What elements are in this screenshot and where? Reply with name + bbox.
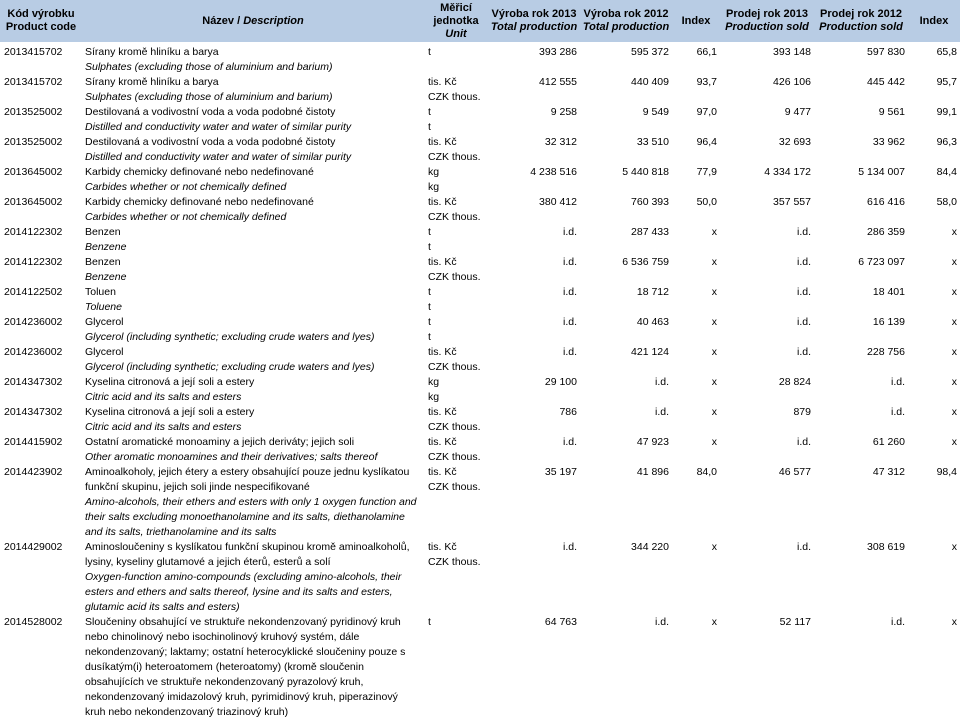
sold-2013: i.d. — [796, 226, 811, 238]
product-description — [82, 405, 424, 435]
unit — [424, 165, 488, 195]
product-code: 2013415702 — [4, 46, 63, 58]
unit-en: CZK thous. — [428, 211, 481, 223]
unit-cz: tis. Kč — [428, 346, 457, 358]
unit-cz: tis. Kč — [428, 406, 457, 418]
description-en: Carbides whether or not chemically defined — [85, 181, 287, 193]
sold-2012: 597 830 — [867, 46, 905, 58]
unit — [424, 375, 488, 405]
production-2013: 29 100 — [544, 376, 577, 388]
product-description — [82, 225, 424, 255]
description-cz: Glycerol — [85, 346, 124, 358]
product-description — [82, 435, 424, 465]
header-index-sold: Index — [908, 0, 960, 42]
production-2012: 40 463 — [636, 316, 669, 328]
unit-cz: kg — [428, 166, 440, 178]
index-sold: x — [951, 541, 957, 553]
sold-2012: i.d. — [890, 616, 905, 628]
unit — [424, 435, 488, 465]
table-row — [0, 75, 960, 105]
unit — [424, 135, 488, 165]
production-2012: i.d. — [654, 406, 669, 418]
description-cz: Kyselina citronová a její soli a estery — [85, 376, 255, 388]
description-cz: Sírany kromě hliníku a barya — [85, 46, 219, 58]
production-2012: 760 393 — [631, 196, 669, 208]
product-description — [82, 135, 424, 165]
index-sold: 99,1 — [936, 106, 957, 118]
index-production: 77,9 — [696, 166, 717, 178]
sold-2013: 4 334 172 — [764, 166, 811, 178]
sold-2012: 47 312 — [872, 466, 905, 478]
production-2012: 47 923 — [636, 436, 669, 448]
sold-2012: i.d. — [890, 376, 905, 388]
header-production-2012: Výroba rok 2012 Total production — [580, 0, 672, 42]
product-description — [82, 345, 424, 375]
table-row — [0, 105, 960, 135]
production-2013: 412 555 — [539, 76, 577, 88]
index-sold: x — [951, 376, 957, 388]
production-2012: 421 124 — [631, 346, 669, 358]
product-description — [82, 375, 424, 405]
index-production: x — [711, 376, 717, 388]
index-sold: x — [951, 406, 957, 418]
index-production: x — [711, 256, 717, 268]
unit — [424, 285, 488, 315]
unit-cz: t — [428, 226, 431, 238]
table-row — [0, 135, 960, 165]
description-cz: Toluen — [85, 286, 116, 298]
sold-2013: 879 — [793, 406, 811, 418]
production-2013: 35 197 — [544, 466, 577, 478]
unit-cz: tis. Kč — [428, 541, 457, 553]
unit — [424, 75, 488, 105]
index-sold: x — [951, 256, 957, 268]
production-2013: 393 286 — [539, 46, 577, 58]
sold-2012: 228 756 — [867, 346, 905, 358]
production-2013: i.d. — [562, 346, 577, 358]
unit-en: CZK thous. — [428, 451, 481, 463]
index-sold: x — [951, 436, 957, 448]
product-code: 2014423902 — [4, 466, 63, 478]
table-row — [0, 285, 960, 315]
table-row — [0, 540, 960, 615]
unit-en: CZK thous. — [428, 556, 481, 568]
production-2013: i.d. — [562, 256, 577, 268]
index-sold: 65,8 — [936, 46, 957, 58]
product-code: 2014528002 — [4, 616, 63, 628]
sold-2012: 33 962 — [872, 136, 905, 148]
sold-2012: 18 401 — [872, 286, 905, 298]
unit-cz: t — [428, 106, 431, 118]
table-row — [0, 615, 960, 720]
description-cz: Sírany kromě hliníku a barya — [85, 76, 219, 88]
product-description — [82, 465, 424, 540]
sold-2013: 393 148 — [773, 46, 811, 58]
production-2012: i.d. — [654, 616, 669, 628]
table-header — [0, 0, 960, 42]
unit — [424, 345, 488, 375]
sold-2012: 9 561 — [878, 106, 905, 118]
unit-cz: tis. Kč — [428, 76, 457, 88]
index-production: 66,1 — [696, 46, 717, 58]
description-en: Distilled and conductivity water and water of similar purity — [85, 121, 352, 133]
index-sold: x — [951, 316, 957, 328]
index-production: 97,0 — [696, 106, 717, 118]
table-row — [0, 255, 960, 285]
index-production: x — [711, 346, 717, 358]
description-en: Amino-alcohols, their ethers and esters with only 1 oxygen function and their salts excluding monoethanolamine and its salts, diethanolamine and its salts, triethanolamine and its salts — [85, 496, 417, 538]
product-code: 2013645002 — [4, 196, 63, 208]
sold-2012: 6 723 097 — [858, 256, 905, 268]
unit — [424, 315, 488, 345]
sold-2012: 5 134 007 — [858, 166, 905, 178]
description-en: Citric acid and its salts and esters — [85, 421, 242, 433]
header-index-production: Index — [672, 0, 720, 42]
description-en: Distilled and conductivity water and water of similar purity — [85, 151, 352, 163]
header-unit: Měřicí jednotka Unit — [424, 0, 488, 42]
index-sold: 84,4 — [936, 166, 957, 178]
description-en: Glycerol (including synthetic; excluding crude waters and lyes) — [85, 331, 375, 343]
production-2012: 9 549 — [642, 106, 669, 118]
sold-2012: 308 619 — [867, 541, 905, 553]
table-row — [0, 375, 960, 405]
description-en: Citric acid and its salts and esters — [85, 391, 242, 403]
sold-2013: 52 117 — [779, 616, 811, 628]
production-2013: 32 312 — [544, 136, 577, 148]
product-description — [82, 285, 424, 315]
index-sold: x — [951, 286, 957, 298]
description-cz: Benzen — [85, 226, 121, 238]
description-en: Benzene — [85, 241, 127, 253]
product-description — [82, 165, 424, 195]
sold-2013: 46 577 — [778, 466, 811, 478]
product-code: 2014347302 — [4, 406, 63, 418]
unit-en: t — [428, 301, 431, 313]
sold-2013: i.d. — [796, 286, 811, 298]
description-cz: Aminosloučeniny s kyslíkatou funkční skupinou kromě aminoalkoholů, lysiny, kyseliny glutamové a jejich éterů, esterů a solí — [85, 541, 410, 568]
unit-en: kg — [428, 391, 440, 403]
description-en: Benzene — [85, 271, 127, 283]
table-row — [0, 165, 960, 195]
production-2012: 595 372 — [631, 46, 669, 58]
table-row — [0, 345, 960, 375]
table-row — [0, 42, 960, 75]
product-code: 2013525002 — [4, 136, 63, 148]
table-row — [0, 225, 960, 255]
product-code: 2014122302 — [4, 226, 63, 238]
sold-2013: i.d. — [796, 256, 811, 268]
index-production: x — [711, 406, 717, 418]
product-code: 2014236002 — [4, 346, 63, 358]
product-code: 2014429002 — [4, 541, 63, 553]
unit — [424, 405, 488, 435]
unit-cz: t — [428, 316, 431, 328]
production-2013: 4 238 516 — [530, 166, 577, 178]
sold-2012: i.d. — [890, 406, 905, 418]
sold-2013: 9 477 — [784, 106, 811, 118]
unit-cz: tis. Kč — [428, 436, 457, 448]
product-code: 2014122302 — [4, 256, 63, 268]
index-sold: 98,4 — [936, 466, 957, 478]
description-en: Carbides whether or not chemically defined — [85, 211, 287, 223]
header-sold-2013: Prodej rok 2013 Production sold — [720, 0, 814, 42]
unit-en: CZK thous. — [428, 91, 481, 103]
unit-en: kg — [428, 181, 440, 193]
description-cz: Destilovaná a vodivostní voda a voda podobné čistoty — [85, 136, 336, 148]
product-code: 2014347302 — [4, 376, 63, 388]
sold-2013: i.d. — [796, 346, 811, 358]
product-code: 2013525002 — [4, 106, 63, 118]
unit — [424, 42, 488, 75]
table-row — [0, 195, 960, 225]
unit-cz: tis. Kč — [428, 136, 457, 148]
description-cz: Destilovaná a vodivostní voda a voda podobné čistoty — [85, 106, 336, 118]
header-product-code: Kód výrobku Product code — [0, 0, 82, 42]
header-description: Název / Description — [82, 0, 424, 42]
description-en: Toluene — [85, 301, 122, 313]
production-2012: 287 433 — [631, 226, 669, 238]
unit-en: CZK thous. — [428, 151, 481, 163]
production-2013: i.d. — [562, 316, 577, 328]
description-cz: Glycerol — [85, 316, 124, 328]
sold-2012: 286 359 — [867, 226, 905, 238]
index-production: x — [711, 316, 717, 328]
sold-2013: 28 824 — [778, 376, 811, 388]
header-production-2013: Výroba rok 2013 Total production — [488, 0, 580, 42]
sold-2012: 61 260 — [872, 436, 905, 448]
table-row — [0, 315, 960, 345]
header-sold-2012: Prodej rok 2012 Production sold — [814, 0, 908, 42]
product-code: 2013645002 — [4, 166, 63, 178]
production-2012: 344 220 — [631, 541, 669, 553]
index-sold: x — [951, 226, 957, 238]
production-2012: 33 510 — [636, 136, 669, 148]
index-sold: 96,3 — [936, 136, 957, 148]
unit-cz: tis. Kč — [428, 466, 457, 478]
table-body — [0, 42, 960, 720]
unit-cz: tis. Kč — [428, 196, 457, 208]
index-sold: x — [951, 346, 957, 358]
index-production: 50,0 — [696, 196, 717, 208]
unit-en: CZK thous. — [428, 421, 481, 433]
description-en: Other aromatic monoamines and their derivatives; salts thereof — [85, 451, 378, 463]
product-code: 2014415902 — [4, 436, 63, 448]
table-row — [0, 465, 960, 540]
product-description — [82, 105, 424, 135]
sold-2012: 616 416 — [867, 196, 905, 208]
unit-cz: tis. Kč — [428, 256, 457, 268]
production-2012: 18 712 — [636, 286, 669, 298]
unit — [424, 615, 488, 720]
product-code: 2013415702 — [4, 76, 63, 88]
production-2013: i.d. — [562, 226, 577, 238]
product-description — [82, 315, 424, 345]
index-production: x — [711, 436, 717, 448]
production-2012: 440 409 — [631, 76, 669, 88]
unit — [424, 465, 488, 540]
index-production: x — [711, 616, 717, 628]
unit-en: t — [428, 241, 431, 253]
unit-en: CZK thous. — [428, 481, 481, 493]
description-cz: Benzen — [85, 256, 121, 268]
unit — [424, 540, 488, 615]
description-cz: Ostatní aromatické monoaminy a jejich deriváty; jejich soli — [85, 436, 355, 448]
unit-cz: kg — [428, 376, 440, 388]
production-2012: i.d. — [654, 376, 669, 388]
description-en: Glycerol (including synthetic; excluding crude waters and lyes) — [85, 361, 375, 373]
unit-cz: t — [428, 286, 431, 298]
sold-2012: 445 442 — [867, 76, 905, 88]
sold-2013: 426 106 — [773, 76, 811, 88]
index-sold: 95,7 — [936, 76, 957, 88]
sold-2013: 32 693 — [778, 136, 811, 148]
production-2012: 6 536 759 — [622, 256, 669, 268]
index-production: x — [711, 286, 717, 298]
production-2013: i.d. — [562, 436, 577, 448]
unit-en: CZK thous. — [428, 361, 481, 373]
production-2013: i.d. — [562, 286, 577, 298]
table-row — [0, 405, 960, 435]
index-production: 93,7 — [696, 76, 717, 88]
description-cz: Kyselina citronová a její soli a estery — [85, 406, 255, 418]
index-production: 84,0 — [696, 466, 717, 478]
index-production: x — [711, 541, 717, 553]
index-production: x — [711, 226, 717, 238]
unit-en: t — [428, 331, 431, 343]
production-2012: 5 440 818 — [622, 166, 669, 178]
description-en: Sulphates (excluding those of aluminium and barium) — [85, 91, 333, 103]
unit-en: t — [428, 121, 431, 133]
index-sold: x — [951, 616, 957, 628]
product-description — [82, 75, 424, 105]
production-2013: 64 763 — [544, 616, 577, 628]
unit-cz: t — [428, 46, 431, 58]
index-sold: 58,0 — [936, 196, 957, 208]
production-2013: 9 258 — [550, 106, 577, 118]
description-cz: Karbidy chemicky definované nebo nedefinované — [85, 166, 314, 178]
description-en: Sulphates (excluding those of aluminium and barium) — [85, 61, 333, 73]
product-description — [82, 195, 424, 225]
production-2013: i.d. — [562, 541, 577, 553]
unit — [424, 225, 488, 255]
unit-cz: t — [428, 616, 431, 628]
unit — [424, 105, 488, 135]
sold-2013: i.d. — [796, 316, 811, 328]
unit — [424, 195, 488, 225]
product-code: 2014122502 — [4, 286, 63, 298]
unit — [424, 255, 488, 285]
product-description — [82, 615, 424, 720]
description-cz: Sloučeniny obsahující ve struktuře nekondenzovaný pyridinový kruh nebo chinolinový nebo isochinolinový kruhový systém, dále nekondenzovaný; laktamy; ostatní heterocyklické sloučeniny pouze s dusíkatým(i) heteroatomem (heteroatomy) (kromě sloučenin obsahujících ve struktuře nekondenzovaný pyrazolový kruh, nekondenzovaný imidazolový kruh, pyrimidinový kruh, piperazinový kruh nebo nekondenzovaný triazinový kruh) — [85, 616, 406, 718]
sold-2013: 357 557 — [773, 196, 811, 208]
product-description — [82, 255, 424, 285]
product-code: 2014236002 — [4, 316, 63, 328]
production-2013: 786 — [559, 406, 577, 418]
product-description — [82, 540, 424, 615]
description-en: Oxygen-function amino-compounds (excluding amino-alcohols, their esters and ethers and salts thereof, lysine and its salts and esters, glutamic acid its salts and esters) — [85, 571, 402, 613]
sold-2013: i.d. — [796, 541, 811, 553]
production-2012: 41 896 — [636, 466, 669, 478]
table-row — [0, 435, 960, 465]
sold-2012: 16 139 — [872, 316, 905, 328]
production-2013: 380 412 — [539, 196, 577, 208]
description-cz: Karbidy chemicky definované nebo nedefinované — [85, 196, 314, 208]
product-description — [82, 42, 424, 75]
description-cz: Aminoalkoholy, jejich étery a estery obsahující pouze jednu kyslíkatou funkční skupinu, jejich soli jinde nespecifikované — [85, 466, 410, 493]
unit-en: CZK thous. — [428, 271, 481, 283]
index-production: 96,4 — [696, 136, 717, 148]
sold-2013: i.d. — [796, 436, 811, 448]
